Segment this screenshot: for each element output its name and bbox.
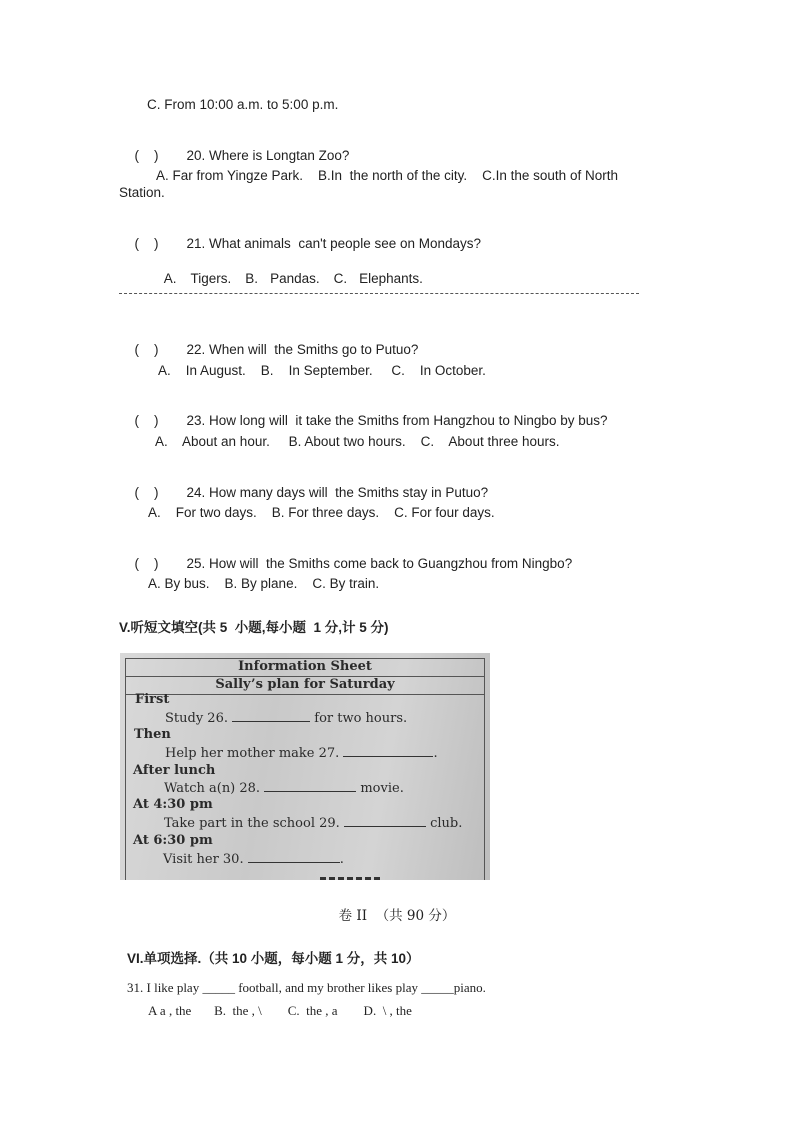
- q23-options: A. About an hour. B. About two hours. C. About three hours.: [155, 434, 560, 449]
- question-text: 25. How will the Smiths come back to Guangzhou from Ningbo?: [186, 556, 573, 571]
- item-26-text-b: for two hours.: [314, 711, 408, 726]
- q31-options: A a , the B. the , \ C. the , a D. \ , the: [148, 1003, 412, 1018]
- section-6-title: VI.单项选择.（共 10 小题，每小题 1 分，共 10）: [127, 951, 420, 966]
- sheet-rule: [125, 694, 485, 695]
- label-then: Then: [134, 727, 171, 742]
- question-31: 31. I like play _____ football, and my brother likes play _____piano.: [127, 980, 486, 995]
- item-27-text: Help her mother make 27.: [165, 746, 340, 761]
- q20-options-line1: A. Far from Yingze Park. B.In the north of the city. C.In the south of North: [156, 168, 618, 183]
- question-text: 24. How many days will the Smiths stay in Putuo?: [186, 485, 489, 500]
- item-28-text-b: movie.: [360, 781, 404, 796]
- information-sheet-photo: [120, 653, 490, 880]
- answer-paren[interactable]: ( ): [134, 148, 159, 163]
- item-29-text-b: club.: [430, 816, 463, 831]
- item-26: [165, 710, 407, 726]
- question-24: [127, 470, 488, 500]
- question-23: [127, 398, 607, 428]
- blank-29[interactable]: [344, 815, 426, 827]
- item-30: Visit her 30. .: [163, 852, 344, 867]
- answer-paren[interactable]: ( ): [134, 556, 159, 571]
- q24-options: A. For two days. B. For three days. C. For four days.: [148, 505, 495, 520]
- option-letter-c: C.: [333, 271, 348, 286]
- label-630: At 6:30 pm: [133, 833, 213, 848]
- q21-options: [157, 256, 423, 286]
- question-text: 20. Where is Longtan Zoo?: [186, 148, 350, 163]
- question-22: [127, 327, 418, 357]
- sheet-subheader: Sally’s plan for Saturday: [215, 677, 395, 692]
- answer-paren[interactable]: ( ): [134, 485, 159, 500]
- q22-options: A. In August. B. In September. C. In October.: [158, 363, 486, 378]
- q19-option-c: C. From 10:00 a.m. to 5:00 p.m.: [147, 97, 339, 112]
- option-b: Pandas.: [270, 271, 320, 286]
- item-26-text-a: Study 26.: [165, 711, 228, 726]
- option-letter-b: B.: [245, 271, 259, 286]
- question-25: [127, 541, 572, 571]
- question-text: 23. How long will it take the Smiths from Hangzhou to Ningbo by bus?: [186, 413, 608, 428]
- question-20: [127, 133, 349, 163]
- section-5-title: V.听短文填空(共 5 小题,每小题 1 分,计 5 分): [119, 620, 389, 635]
- q20-options-line2: Station.: [119, 185, 165, 200]
- item-29-text-a: Take part in the school 29.: [164, 816, 340, 831]
- q25-options: A. By bus. B. By plane. C. By train.: [148, 576, 380, 591]
- blank-26[interactable]: [232, 710, 310, 722]
- option-a: Tigers.: [190, 271, 232, 286]
- item-28-text-a: Watch a(n) 28.: [164, 781, 261, 796]
- option-c: Elephants.: [359, 271, 423, 286]
- answer-paren[interactable]: ( ): [134, 342, 159, 357]
- part-2-title: 卷 II （共 90 分）: [338, 908, 456, 924]
- label-first: First: [135, 692, 170, 707]
- label-430: At 4:30 pm: [133, 797, 213, 812]
- option-letter-a: A.: [163, 271, 177, 286]
- blank-28[interactable]: [264, 780, 356, 792]
- section-divider: [119, 293, 639, 294]
- answer-paren[interactable]: ( ): [134, 413, 159, 428]
- answer-paren[interactable]: ( ): [134, 236, 159, 251]
- question-text: 22. When will the Smiths go to Putuo?: [186, 342, 419, 357]
- label-after-lunch: After lunch: [133, 763, 216, 778]
- blank-30[interactable]: [248, 851, 340, 863]
- question-text: 21. What animals can't people see on Mondays?: [186, 236, 482, 251]
- question-21: [127, 221, 481, 251]
- item-30-text: Visit her 30.: [163, 852, 244, 867]
- blank-27[interactable]: [343, 745, 433, 757]
- item-28: [164, 780, 404, 796]
- sheet-header: Information Sheet: [238, 659, 372, 674]
- item-29: [164, 815, 462, 831]
- cropped-text-remnant: [320, 877, 380, 880]
- item-27: Help her mother make 27. .: [165, 746, 438, 761]
